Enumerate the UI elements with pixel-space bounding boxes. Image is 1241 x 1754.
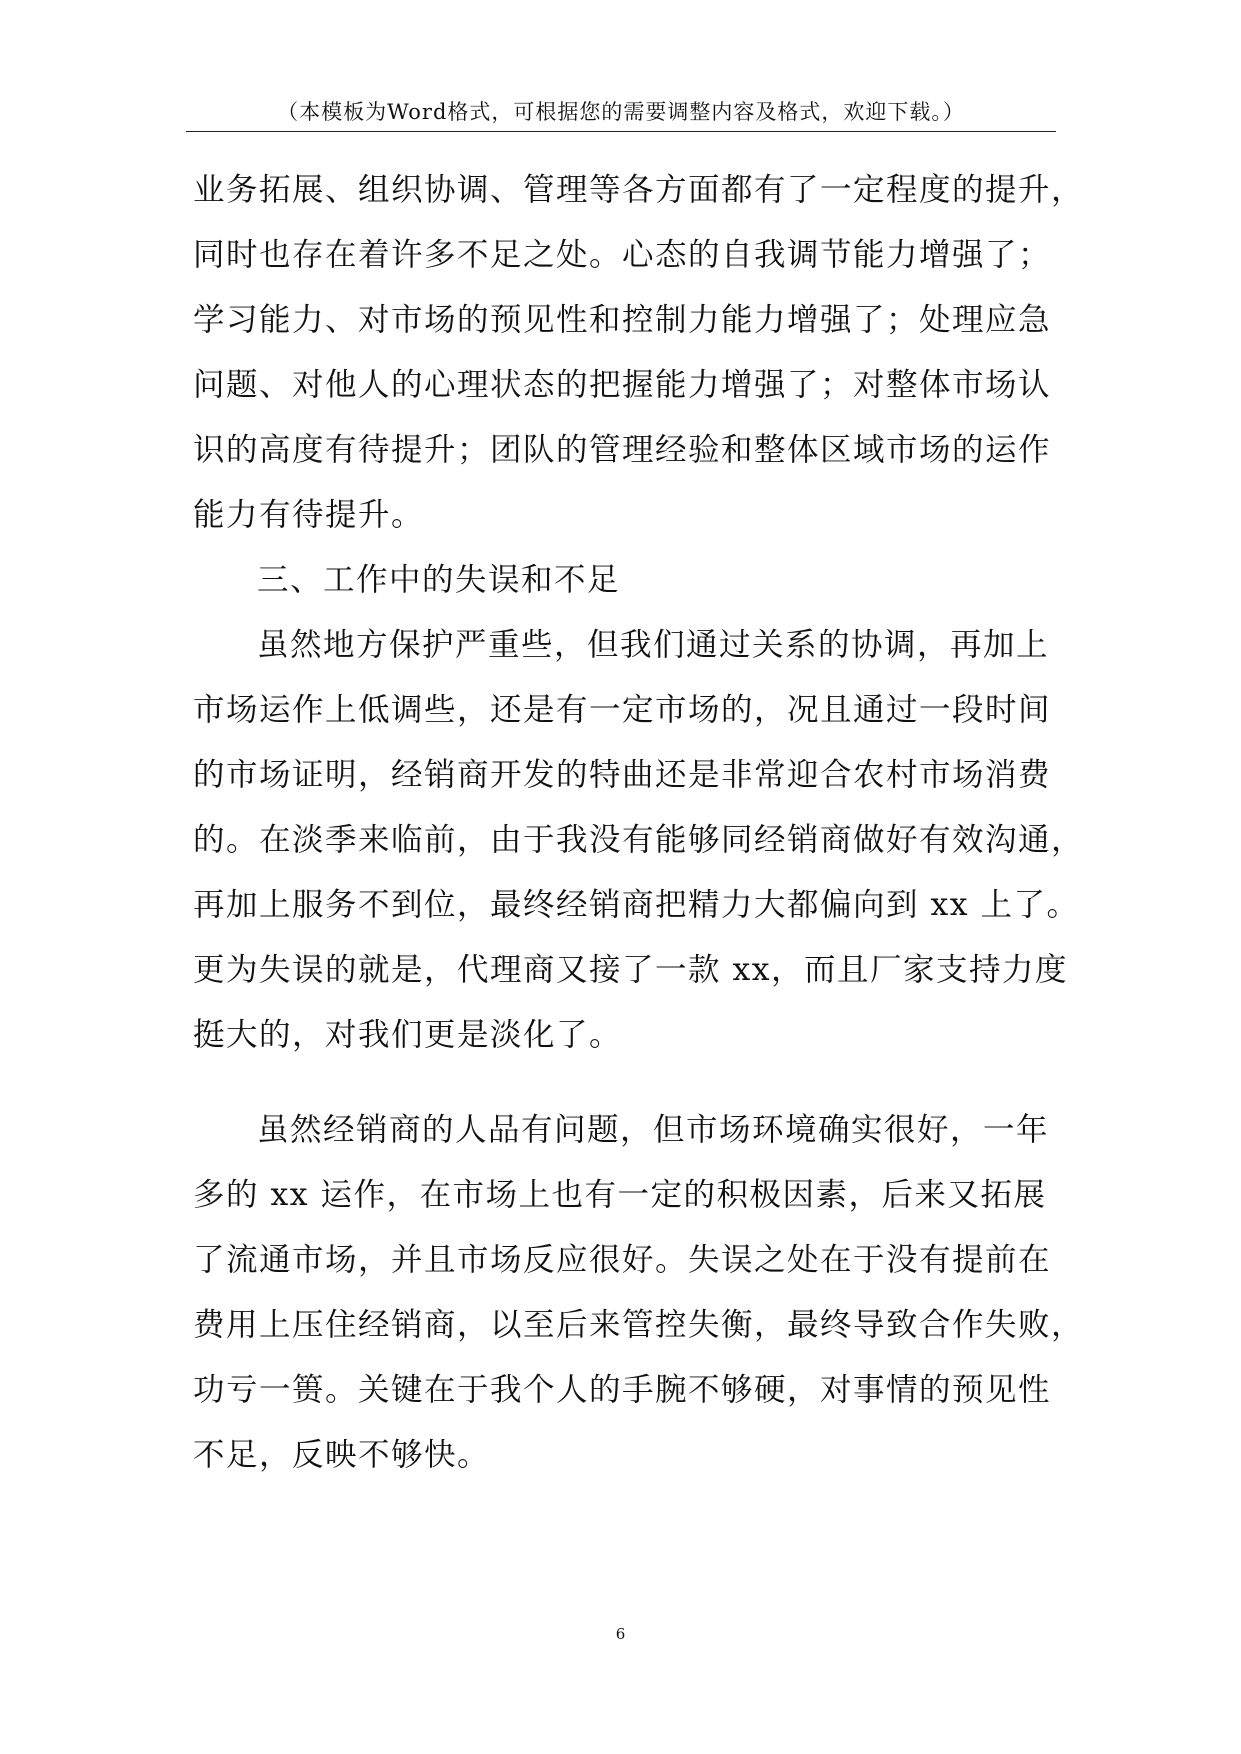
paragraph-line: 虽然经销商的人品有问题，但市场环境确实很好，一年 (257, 1112, 1050, 1148)
paragraph-line: 市场运作上低调些，还是有一定市场的，况且通过一段时间 (193, 692, 1052, 728)
document-body (193, 158, 1085, 1488)
paragraph-line: 更为失误的就是，代理商又接了一款 xx，而且厂家支持力度 (193, 952, 1069, 988)
paragraph-line: 功亏一篑。关键在于我个人的手腕不够硬，对事情的预见性 (193, 1372, 1052, 1408)
section-heading: 三、工作中的失误和不足 (257, 562, 621, 598)
paragraph-line: 识的高度有待提升；团队的管理经验和整体区域市场的运作 (193, 432, 1052, 468)
paragraph-line: 不足，反映不够快。 (193, 1437, 491, 1473)
paragraph-line: 再加上服务不到位，最终经销商把精力大都偏向到 xx 上了。 (193, 887, 1080, 923)
page-number: 6 (615, 1625, 626, 1643)
header-divider (186, 131, 1056, 132)
paragraph-line: 挺大的，对我们更是淡化了。 (193, 1017, 623, 1053)
paragraph-line: 业务拓展、组织协调、管理等各方面都有了一定程度的提升， (193, 172, 1085, 208)
paragraph-line: 同时也存在着许多不足之处。心态的自我调节能力增强了； (193, 237, 1052, 273)
paragraph-spacer (193, 1068, 1063, 1098)
paragraph-line: 虽然地方保护严重些，但我们通过关系的协调，再加上 (257, 627, 1050, 663)
paragraph-line: 费用上压住经销商，以至后来管控失衡，最终导致合作失败， (193, 1307, 1085, 1343)
paragraph-line: 问题、对他人的心理状态的把握能力增强了；对整体市场认 (193, 367, 1052, 403)
paragraph-line: 了流通市场，并且市场反应很好。失误之处在于没有提前在 (193, 1242, 1052, 1278)
paragraph-line: 的。在淡季来临前，由于我没有能够同经销商做好有效沟通， (193, 822, 1085, 858)
paragraph-line: 多的 xx 运作，在市场上也有一定的积极因素，后来又拓展 (193, 1177, 1047, 1213)
paragraph-line: 学习能力、对市场的预见性和控制力能力增强了；处理应急 (193, 302, 1052, 338)
paragraph-line: 能力有待提升。 (193, 497, 425, 533)
paragraph-line: 的市场证明，经销商开发的特曲还是非常迎合农村市场消费 (193, 757, 1052, 793)
page-header: （本模板为Word格式，可根据您的需要调整内容及格式，欢迎下载。） (277, 100, 965, 124)
